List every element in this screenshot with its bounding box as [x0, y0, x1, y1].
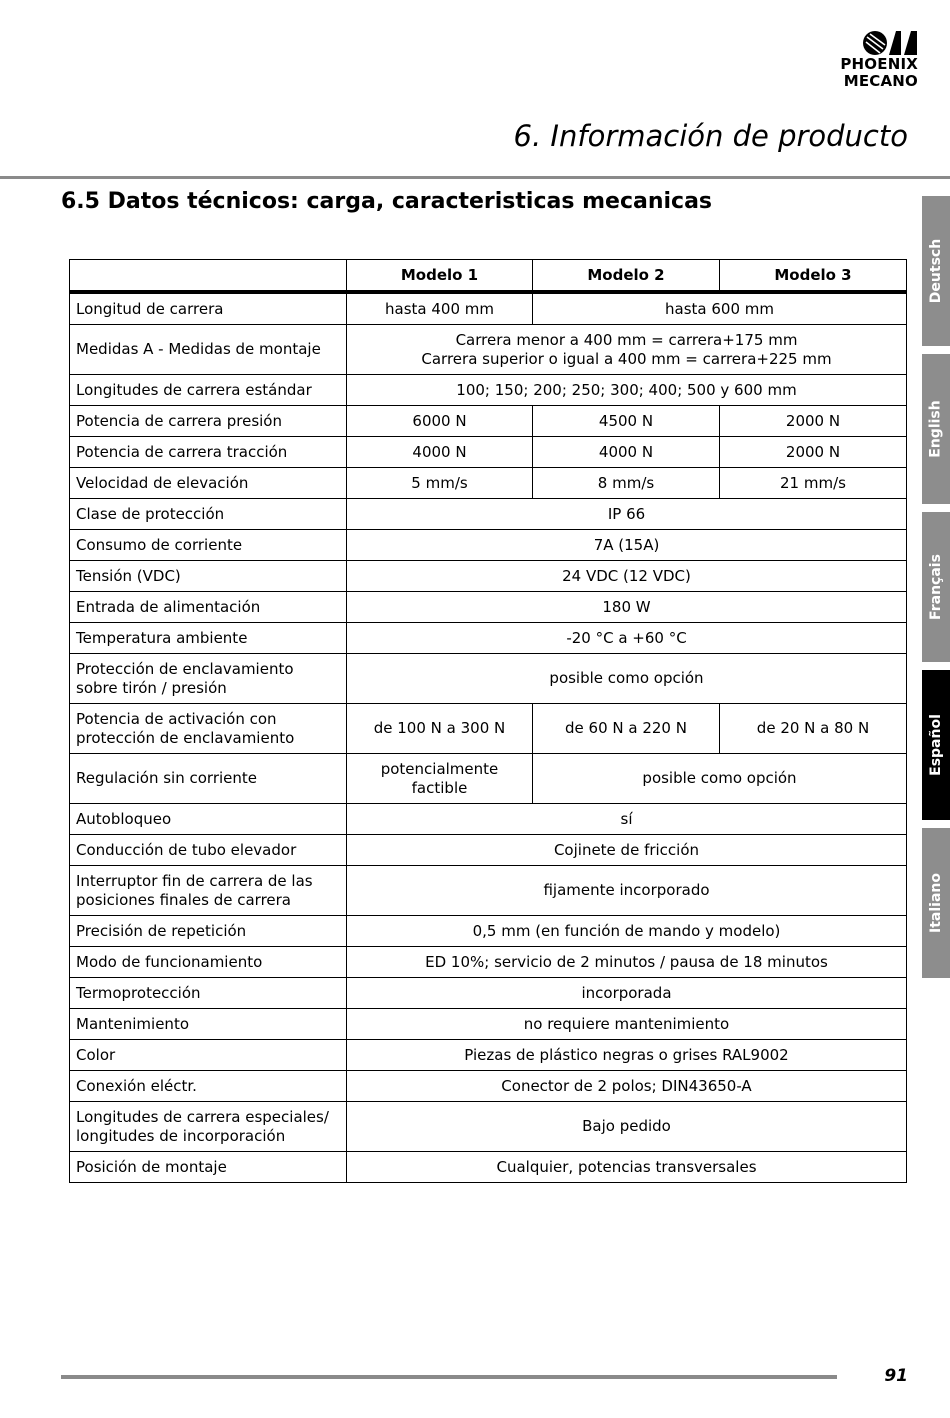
row-value: posible como opción: [347, 654, 907, 704]
language-tab-english[interactable]: [922, 354, 950, 504]
row-value: hasta 400 mm: [347, 292, 533, 325]
row-label: Temperatura ambiente: [70, 623, 347, 654]
row-value: -20 °C a +60 °C: [347, 623, 907, 654]
row-label: Color: [70, 1040, 347, 1071]
footer-divider: [61, 1375, 837, 1379]
table-row: [70, 804, 907, 835]
table-row: [70, 1071, 907, 1102]
language-tab-label: Deutsch: [928, 238, 944, 304]
table-row: [70, 1152, 907, 1183]
row-value: hasta 600 mm: [533, 292, 907, 325]
header-divider: [0, 176, 950, 179]
table-row: [70, 406, 907, 437]
row-value: 0,5 mm (en función de mando y modelo): [347, 916, 907, 947]
table-row: [70, 561, 907, 592]
row-value: 7A (15A): [347, 530, 907, 561]
language-tab-français[interactable]: [922, 512, 950, 662]
row-value: 24 VDC (12 VDC): [347, 561, 907, 592]
table-row: [70, 866, 907, 916]
table-row: [70, 375, 907, 406]
header-cell-empty: [70, 260, 347, 293]
row-label: Protección de enclavamiento sobre tirón / presión: [70, 654, 347, 704]
row-label: Longitudes de carrera especiales/ longitudes de incorporación: [70, 1102, 347, 1152]
row-value: 180 W: [347, 592, 907, 623]
header-cell-modelo-1: Modelo 1: [347, 260, 533, 293]
table-row: [70, 654, 907, 704]
row-label: Medidas A - Medidas de montaje: [70, 325, 347, 375]
row-label: Tensión (VDC): [70, 561, 347, 592]
row-label: Conducción de tubo elevador: [70, 835, 347, 866]
row-value: 100; 150; 200; 250; 300; 400; 500 y 600 mm: [347, 375, 907, 406]
row-value: 6000 N: [347, 406, 533, 437]
row-value: de 100 N a 300 N: [347, 704, 533, 754]
row-value: de 20 N a 80 N: [720, 704, 907, 754]
row-label: Potencia de carrera tracción: [70, 437, 347, 468]
page-number: 91: [884, 1366, 908, 1386]
row-label: Precisión de repetición: [70, 916, 347, 947]
brand-line-2: MECANO: [843, 72, 918, 90]
row-value: IP 66: [347, 499, 907, 530]
row-value: 4000 N: [347, 437, 533, 468]
row-label: Autobloqueo: [70, 804, 347, 835]
row-value: incorporada: [347, 978, 907, 1009]
language-tab-deutsch[interactable]: [922, 196, 950, 346]
row-label: Longitudes de carrera estándar: [70, 375, 347, 406]
row-value: de 60 N a 220 N: [533, 704, 720, 754]
table-row: [70, 947, 907, 978]
row-label: Interruptor fin de carrera de las posiciones finales de carrera: [70, 866, 347, 916]
row-value: Cojinete de fricción: [347, 835, 907, 866]
table-row: [70, 292, 907, 325]
table-row: [70, 1102, 907, 1152]
row-value: Bajo pedido: [347, 1102, 907, 1152]
row-label: Modo de funcionamiento: [70, 947, 347, 978]
table-row: [70, 835, 907, 866]
row-label: Regulación sin corriente: [70, 754, 347, 804]
row-value: 2000 N: [720, 437, 907, 468]
row-value: sí: [347, 804, 907, 835]
language-tab-italiano[interactable]: [922, 828, 950, 978]
table-body: [70, 292, 907, 1183]
table-row: [70, 978, 907, 1009]
row-label: Mantenimiento: [70, 1009, 347, 1040]
row-value: Carrera menor a 400 mm = carrera+175 mm Carrera superior o igual a 400 mm = carrera+225 mm: [347, 325, 907, 375]
header-cell-modelo-2: Modelo 2: [533, 260, 720, 293]
row-value: posible como opción: [533, 754, 907, 804]
table-row: [70, 916, 907, 947]
table-row: [70, 1009, 907, 1040]
language-tab-label: Español: [928, 714, 944, 776]
row-value: Cualquier, potencias transversales: [347, 1152, 907, 1183]
row-label: Conexión eléctr.: [70, 1071, 347, 1102]
language-tab-label: Italiano: [928, 873, 945, 933]
row-label: Consumo de corriente: [70, 530, 347, 561]
table-row: [70, 1040, 907, 1071]
table-row: [70, 754, 907, 804]
language-tab-label: English: [928, 400, 945, 458]
row-value: ED 10%; servicio de 2 minutos / pausa de 18 minutos: [347, 947, 907, 978]
row-value: 8 mm/s: [533, 468, 720, 499]
row-label: Posición de montaje: [70, 1152, 347, 1183]
language-tab-label: Français: [928, 554, 944, 620]
chapter-title: 6. Información de producto: [513, 119, 908, 153]
table-row: [70, 325, 907, 375]
row-label: Termoprotección: [70, 978, 347, 1009]
table-row: [70, 437, 907, 468]
row-label: Clase de protección: [70, 499, 347, 530]
table-row: [70, 530, 907, 561]
phoenix-mecano-logo-icon: [862, 30, 918, 56]
company-logo: [828, 30, 918, 90]
row-value: 21 mm/s: [720, 468, 907, 499]
row-label: Potencia de carrera presión: [70, 406, 347, 437]
header-cell-modelo-3: Modelo 3: [720, 260, 907, 293]
brand-line-1: PHOENIX: [840, 55, 918, 73]
technical-data-table: [69, 259, 907, 1183]
table-row: [70, 623, 907, 654]
row-value: 5 mm/s: [347, 468, 533, 499]
row-value: potencialmente factible: [347, 754, 533, 804]
row-value: no requiere mantenimiento: [347, 1009, 907, 1040]
row-label: Entrada de alimentación: [70, 592, 347, 623]
row-label: Longitud de carrera: [70, 292, 347, 325]
language-tab-español[interactable]: [922, 670, 950, 820]
row-value: Piezas de plástico negras o grises RAL9002: [347, 1040, 907, 1071]
row-value: fijamente incorporado: [347, 866, 907, 916]
row-label: Velocidad de elevación: [70, 468, 347, 499]
table-header-row: [70, 260, 907, 293]
row-value: Conector de 2 polos; DIN43650-A: [347, 1071, 907, 1102]
row-value: 4000 N: [533, 437, 720, 468]
table-row: [70, 468, 907, 499]
section-title: 6.5 Datos técnicos: carga, caracteristicas mecanicas: [61, 189, 713, 214]
table-row: [70, 592, 907, 623]
row-label: Potencia de activación con protección de enclavamiento: [70, 704, 347, 754]
table-row: [70, 704, 907, 754]
row-value: 4500 N: [533, 406, 720, 437]
table-row: [70, 499, 907, 530]
row-value: 2000 N: [720, 406, 907, 437]
